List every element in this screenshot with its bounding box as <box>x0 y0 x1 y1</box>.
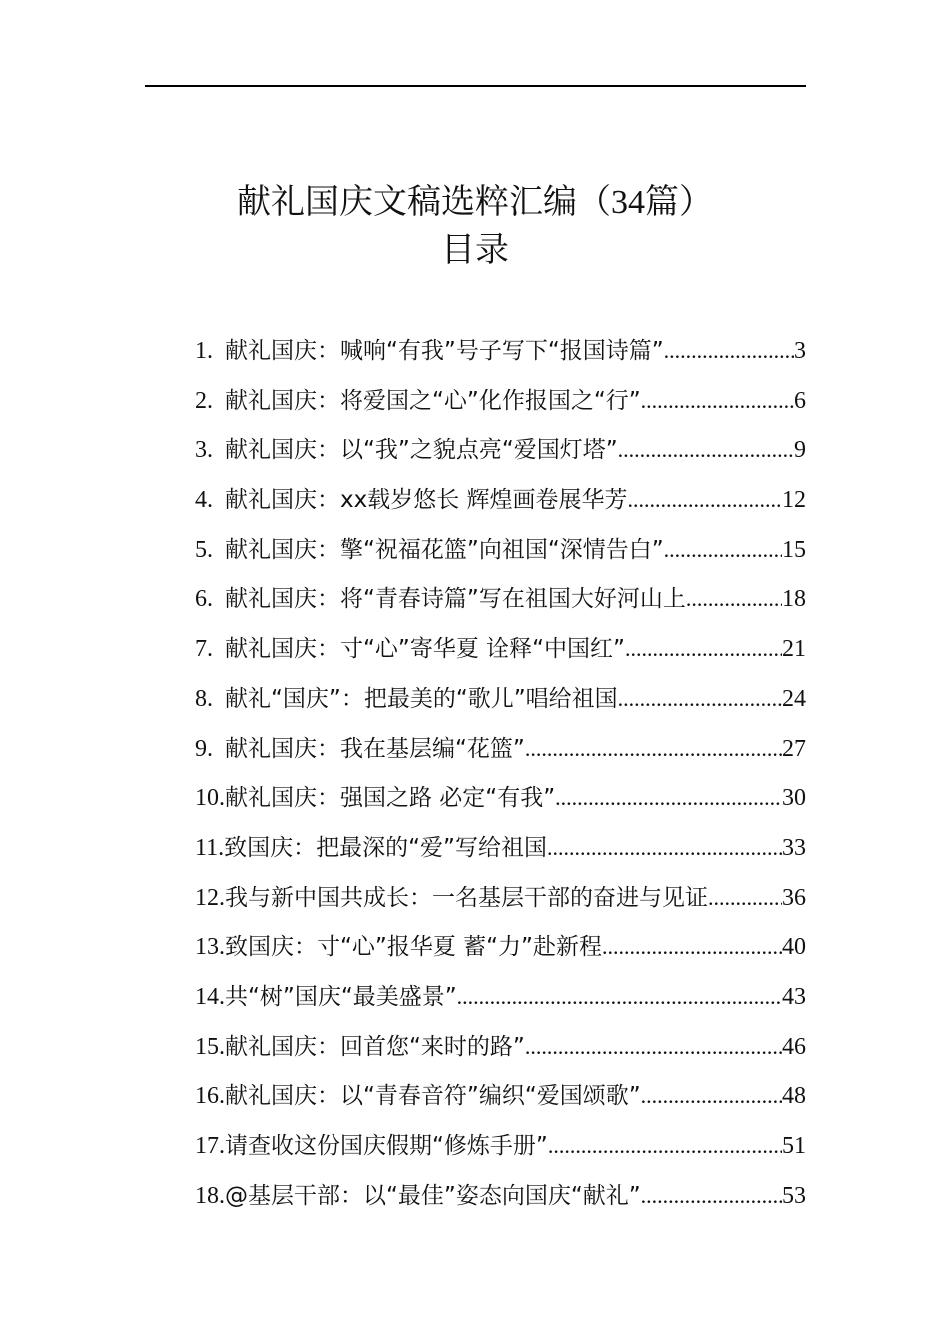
toc-entry-page: 15 <box>782 536 806 563</box>
toc-entry-number: 15. <box>195 1033 225 1060</box>
toc-entry-page: 18 <box>782 586 806 613</box>
toc-entry[interactable] <box>195 381 806 431</box>
toc-entry[interactable] <box>195 778 806 828</box>
dot-leader <box>548 1126 782 1166</box>
dot-leader <box>525 1027 782 1067</box>
dot-leader <box>457 977 782 1017</box>
toc-entry-page: 51 <box>782 1133 806 1159</box>
toc-entry-title: 献礼国庆：寸“心”寄华夏 诠释“中国红” <box>225 636 625 663</box>
dot-leader <box>641 1076 782 1116</box>
toc-entry-page: 3 <box>794 338 806 364</box>
toc-entry-page: 27 <box>782 735 806 762</box>
toc-entry-page: 21 <box>782 636 806 663</box>
toc-entry[interactable] <box>195 679 806 729</box>
toc-entry[interactable] <box>195 530 806 580</box>
toc-entry-page: 43 <box>782 983 806 1010</box>
toc-entry-title: 献礼国庆：以“我”之貌点亮“爱国灯塔” <box>225 437 618 464</box>
toc-entry-title: 我与新中国共成长：一名基层干部的奋进与见证 <box>225 884 708 911</box>
dot-leader <box>618 679 782 719</box>
toc-entry[interactable] <box>195 878 806 928</box>
toc-entry-title: 献礼“国庆”：把最美的“歌儿”唱给祖国 <box>225 685 618 712</box>
toc-entry-page: 40 <box>782 934 806 961</box>
toc-entry-page: 33 <box>782 834 806 861</box>
toc-entry[interactable] <box>195 579 806 629</box>
toc-entry-title: 致国庆：把最深的“爱”写给祖国 <box>224 834 547 861</box>
dot-leader <box>618 430 794 470</box>
toc-entry-number: 5. <box>195 536 225 563</box>
toc-heading: 目录 <box>441 230 509 270</box>
toc-entry-number: 9. <box>195 735 225 762</box>
toc-entry-title: 献礼国庆：将爱国之“心”化作报国之“行” <box>225 387 641 414</box>
dot-leader <box>664 331 794 371</box>
toc-entry-number: 7. <box>195 636 225 663</box>
document-title <box>0 180 950 225</box>
toc-entry[interactable] <box>195 1176 806 1226</box>
toc-entry-number: 16. <box>195 1083 225 1110</box>
dot-leader <box>602 927 782 967</box>
title-suffix: 篇） <box>645 182 713 222</box>
dot-leader <box>555 778 782 818</box>
toc-entry[interactable] <box>195 927 806 977</box>
toc-entry-page: 36 <box>782 884 806 911</box>
toc-entry[interactable] <box>195 977 806 1027</box>
toc-entry-number: 13. <box>195 934 225 961</box>
toc-entry-number: 12. <box>195 884 225 911</box>
toc-entry-number: 3. <box>195 437 225 464</box>
toc-entry-number: 11. <box>195 834 225 861</box>
toc-entry[interactable] <box>195 430 806 480</box>
toc-entry-page: 53 <box>782 1182 806 1209</box>
toc-entry-number: 2. <box>195 387 225 414</box>
toc-entry-title: 献礼国庆：喊响“有我”号子写下“报国诗篇” <box>225 338 664 364</box>
toc-entry[interactable] <box>195 331 806 381</box>
toc-entry-number: 4. <box>195 487 225 514</box>
toc-entry-title: 献礼国庆：我在基层编“花篮” <box>225 735 525 762</box>
toc-entry-number: 18. <box>195 1182 225 1209</box>
toc-entry[interactable] <box>195 729 806 779</box>
toc-entry-title: @基层干部：以“最佳”姿态向国庆“献礼” <box>225 1182 641 1209</box>
toc-entry-number: 8. <box>195 685 225 712</box>
toc-entry-title: 献礼国庆：以“青春音符”编织“爱国颂歌” <box>225 1083 641 1110</box>
dot-leader <box>525 729 782 769</box>
dot-leader <box>708 878 782 918</box>
toc-entry[interactable] <box>195 828 806 878</box>
toc-entry-title: 献礼国庆：将“青春诗篇”写在祖国大好河山上 <box>225 586 686 613</box>
toc-entry[interactable] <box>195 1027 806 1077</box>
toc-entry-number: 6. <box>195 586 225 613</box>
dot-leader <box>641 381 794 421</box>
dot-leader <box>628 480 782 520</box>
dot-leader <box>625 629 782 669</box>
toc-entry-title: 致国庆：寸“心”报华夏 蓄“力”赴新程 <box>225 934 602 961</box>
toc-entry-page: 30 <box>782 785 806 812</box>
toc-entry-page: 9 <box>794 437 806 464</box>
toc-entry-page: 6 <box>794 387 806 414</box>
toc-entry[interactable] <box>195 1126 806 1176</box>
toc-entry-title: 献礼国庆：xx载岁悠长 辉煌画卷展华芳 <box>225 487 628 514</box>
table-of-contents <box>195 331 806 1225</box>
toc-entry[interactable] <box>195 1076 806 1126</box>
toc-entry-page: 48 <box>782 1083 806 1110</box>
header-rule <box>145 85 806 87</box>
toc-entry-title: 献礼国庆：强国之路 必定“有我” <box>225 785 556 812</box>
title-prefix: 献礼国庆文稿选粹汇编（ <box>237 182 611 222</box>
toc-entry-page: 24 <box>782 685 806 712</box>
dot-leader <box>547 828 782 868</box>
toc-entry-title: 献礼国庆：擎“祝福花篮”向祖国“深情告白” <box>225 536 664 563</box>
toc-entry-number: 1. <box>195 338 225 364</box>
dot-leader <box>641 1176 782 1216</box>
toc-entry-number: 17. <box>195 1133 225 1159</box>
toc-entry[interactable] <box>195 480 806 530</box>
toc-entry-number: 14. <box>195 983 225 1010</box>
title-count: 34 <box>611 184 645 221</box>
toc-entry-page: 12 <box>782 487 806 514</box>
toc-entry-page: 46 <box>782 1033 806 1060</box>
toc-entry[interactable] <box>195 629 806 679</box>
dot-leader <box>686 579 782 619</box>
toc-entry-title: 献礼国庆：回首您“来时的路” <box>225 1033 525 1060</box>
toc-entry-title: 共“树”国庆“最美盛景” <box>225 983 457 1010</box>
toc-entry-title: 请查收这份国庆假期“修炼手册” <box>225 1133 548 1159</box>
dot-leader <box>664 530 782 570</box>
toc-entry-number: 10. <box>195 785 225 812</box>
